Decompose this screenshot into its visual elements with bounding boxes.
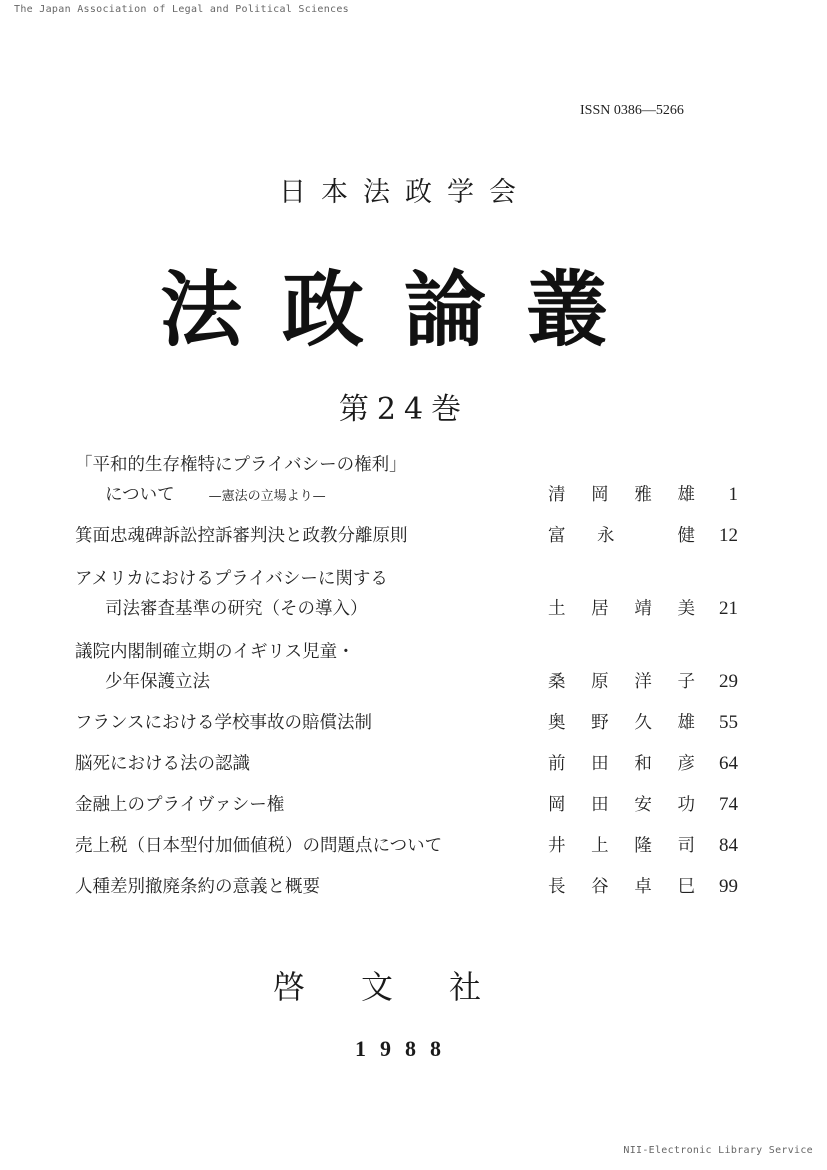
toc-entry — [75, 521, 740, 551]
toc-entry-title: について — [105, 485, 175, 505]
toc-entry — [75, 450, 740, 510]
toc-entry — [75, 564, 740, 624]
toc-entry — [75, 749, 740, 779]
toc-entry-page: 64 — [719, 753, 738, 774]
issn-number: ISSN 0386—5266 — [580, 103, 684, 118]
toc-entry-title: 箕面忠魂碑訴訟控訴審判決と政教分離原則 — [75, 526, 408, 546]
toc-entry-title: アメリカにおけるプライバシーに関する — [75, 569, 388, 589]
toc-entry-page: 74 — [719, 794, 738, 815]
table-of-contents — [75, 450, 740, 902]
toc-entry-title: 少年保護立法 — [105, 672, 210, 692]
toc-entry — [75, 637, 740, 697]
toc-entry-author: 奥 野 久 雄 — [548, 713, 695, 733]
toc-entry-title: 金融上のプライヴァシー権 — [75, 795, 285, 815]
journal-title: 法政論叢 — [159, 262, 648, 358]
toc-entry-author: 井 上 隆 司 — [548, 836, 695, 856]
toc-entry-title: 人種差別撤廃条約の意義と概要 — [75, 877, 320, 897]
volume-number: 第24巻 — [338, 392, 470, 427]
toc-entry-title: 「平和的生存権特にプライバシーの権利」 — [75, 455, 407, 475]
toc-entry-title: フランスにおける学校事故の賠償法制 — [75, 713, 372, 733]
toc-entry — [75, 708, 740, 738]
toc-entry-page: 12 — [719, 525, 738, 546]
toc-entry-subtitle: —憲法の立場より— — [208, 489, 326, 504]
toc-entry — [75, 831, 740, 861]
toc-entry-author: 富 永 健 — [548, 526, 695, 546]
society-name: 日本法政学会 — [279, 177, 531, 208]
toc-entry-title: 司法審査基準の研究（その導入） — [105, 599, 368, 619]
watermark-top: The Japan Association of Legal and Political Sciences — [14, 4, 349, 15]
toc-entry-page: 21 — [719, 598, 738, 619]
toc-entry-title: 売上税（日本型付加価値税）の問題点について — [75, 836, 443, 856]
toc-entry-author: 長 谷 卓 巳 — [548, 877, 695, 897]
watermark-bottom: NII-Electronic Library Service — [623, 1145, 813, 1156]
toc-entry-page: 1 — [728, 484, 738, 505]
toc-entry-author: 清 岡 雅 雄 — [548, 485, 695, 505]
toc-entry-title: 脳死における法の認識 — [75, 754, 250, 774]
toc-entry-page: 55 — [719, 712, 738, 733]
toc-entry-author: 土 居 靖 美 — [548, 599, 695, 619]
toc-entry-page: 99 — [719, 876, 738, 897]
toc-entry-author: 桑 原 洋 子 — [548, 672, 695, 692]
toc-entry-page: 29 — [719, 671, 738, 692]
publisher-name: 啓文社 — [272, 968, 537, 1006]
toc-entry-author: 前 田 和 彦 — [548, 754, 695, 774]
toc-entry-page: 84 — [719, 835, 738, 856]
publication-year: 1988 — [355, 1036, 455, 1061]
toc-entry-author: 岡 田 安 功 — [548, 795, 695, 815]
toc-entry — [75, 790, 740, 820]
toc-entry-title: 議院内閣制確立期のイギリス児童・ — [75, 642, 355, 662]
toc-entry — [75, 872, 740, 902]
